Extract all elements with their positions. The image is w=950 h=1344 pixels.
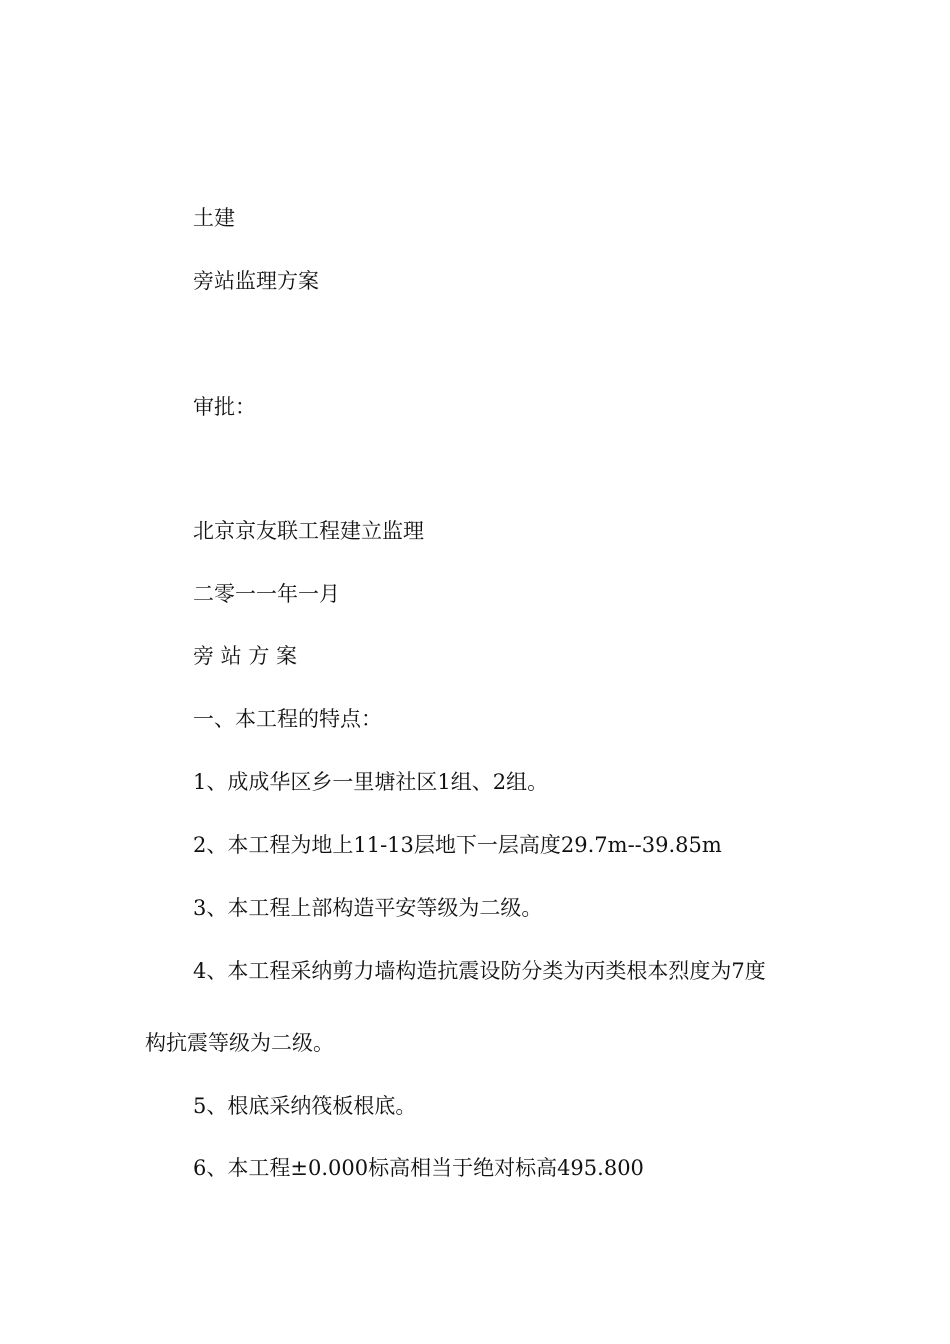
feature-item-6: 6、本工程±0.000标高相当于绝对标高495.800 <box>193 1156 644 1180</box>
approval-label: 审批： <box>193 395 256 419</box>
feature-item-5: 5、根底采纳筏板根底。 <box>193 1094 417 1118</box>
feature-item-3: 3、本工程上部构造平安等级为二级。 <box>193 896 543 920</box>
document-title: 旁站监理方案 <box>193 269 319 293</box>
section-heading: 一、本工程的特点： <box>193 707 382 731</box>
feature-item-2: 2、本工程为地上11-13层地下一层高度29.7m--39.85m <box>193 833 722 857</box>
feature-item-4-continued: 构抗震等级为二级。 <box>145 1031 334 1055</box>
project-type: 土建 <box>193 206 235 230</box>
feature-item-4: 4、本工程采纳剪力墙构造抗震设防分类为丙类根本烈度为7度 <box>193 959 766 983</box>
company-name: 北京京友联工程建立监理 <box>193 519 424 543</box>
document-date: 二零一一年一月 <box>193 582 340 606</box>
feature-item-1: 1、成成华区乡一里塘社区1组、2组。 <box>193 770 549 794</box>
section-title: 旁 站 方 案 <box>193 644 298 668</box>
